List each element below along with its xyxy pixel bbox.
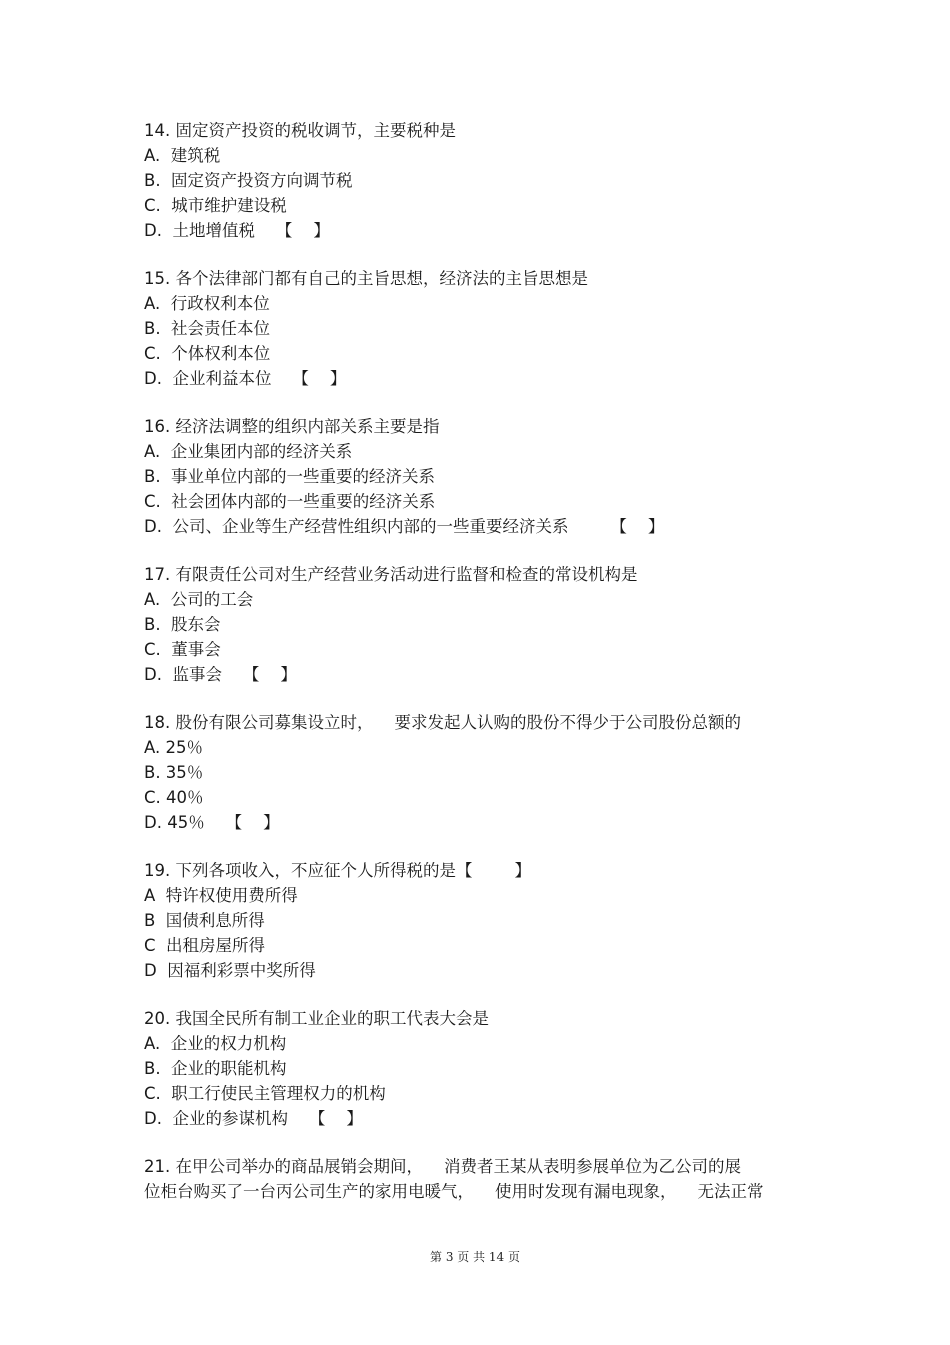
option-d: D. 企业的参谋机构 【 】 bbox=[144, 1109, 363, 1128]
option-a: A. 行政权利本位 bbox=[144, 294, 270, 313]
option-c: C. 城市维护建设税 bbox=[144, 196, 287, 215]
option-a: A. 建筑税 bbox=[144, 146, 221, 165]
option-c: C 出租房屋所得 bbox=[144, 936, 266, 955]
question-17 bbox=[144, 562, 824, 687]
question-14 bbox=[144, 118, 824, 243]
question-19 bbox=[144, 858, 824, 983]
option-a: A. 企业集团内部的经济关系 bbox=[144, 442, 353, 461]
option-b: B. 企业的职能机构 bbox=[144, 1059, 287, 1078]
option-b: B. 35％ bbox=[144, 763, 204, 782]
option-a: A 特许权使用费所得 bbox=[144, 886, 298, 905]
option-d: D. 公司、企业等生产经营性组织内部的一些重要经济关系 【 】 bbox=[144, 517, 665, 536]
option-c: C. 职工行使民主管理权力的机构 bbox=[144, 1084, 386, 1103]
question-21 bbox=[144, 1154, 824, 1204]
option-a: A. 公司的工会 bbox=[144, 590, 254, 609]
option-c: C. 40％ bbox=[144, 788, 204, 807]
question-stem: 14. 固定资产投资的税收调节，主要税种是 bbox=[144, 121, 456, 140]
option-d: D. 45％ 【 】 bbox=[144, 813, 280, 832]
question-stem: 16. 经济法调整的组织内部关系主要是指 bbox=[144, 417, 440, 436]
option-d: D 因福利彩票中奖所得 bbox=[144, 961, 316, 980]
question-stem: 18. 股份有限公司募集设立时， 要求发起人认购的股份不得少于公司股份总额的 bbox=[144, 713, 741, 732]
option-b: B. 固定资产投资方向调节税 bbox=[144, 171, 353, 190]
option-a: A. 25％ bbox=[144, 738, 203, 757]
question-16 bbox=[144, 414, 824, 539]
question-stem: 20. 我国全民所有制工业企业的职工代表大会是 bbox=[144, 1009, 489, 1028]
question-18 bbox=[144, 710, 824, 835]
question-stem: 19. 下列各项收入，不应征个人所得税的是【 】 bbox=[144, 861, 531, 880]
option-c: C. 个体权利本位 bbox=[144, 344, 271, 363]
option-d: D. 土地增值税 【 】 bbox=[144, 221, 330, 240]
question-list bbox=[144, 118, 824, 1227]
option-d: D. 企业利益本位 【 】 bbox=[144, 369, 347, 388]
option-b: B. 股东会 bbox=[144, 615, 221, 634]
option-b: B 国债利息所得 bbox=[144, 911, 265, 930]
option-b: B. 社会责任本位 bbox=[144, 319, 271, 338]
question-stem: 21. 在甲公司举办的商品展销会期间， 消费者王某从表明参展单位为乙公司的展 bbox=[144, 1157, 741, 1176]
question-stem: 17. 有限责任公司对生产经营业务活动进行监督和检查的常设机构是 bbox=[144, 565, 638, 584]
option-c: C. 董事会 bbox=[144, 640, 221, 659]
option-a: A. 企业的权力机构 bbox=[144, 1034, 287, 1053]
page-footer: 第 3 页 共 14 页 bbox=[430, 1250, 520, 1264]
question-20 bbox=[144, 1006, 824, 1131]
option-b: B. 事业单位内部的一些重要的经济关系 bbox=[144, 467, 436, 486]
question-stem-continued: 位柜台购买了一台丙公司生产的家用电暖气， 使用时发现有漏电现象， 无法正常 bbox=[144, 1182, 764, 1201]
question-stem: 15. 各个法律部门都有自己的主旨思想，经济法的主旨思想是 bbox=[144, 269, 588, 288]
option-c: C. 社会团体内部的一些重要的经济关系 bbox=[144, 492, 436, 511]
option-d: D. 监事会 【 】 bbox=[144, 665, 297, 684]
question-15 bbox=[144, 266, 824, 391]
